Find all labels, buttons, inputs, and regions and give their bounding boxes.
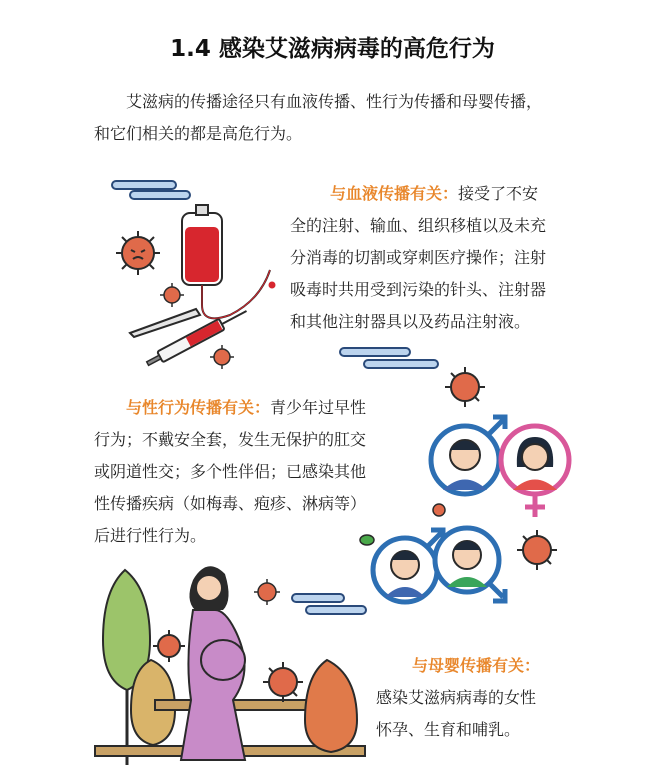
sex-heading: 与性行为传播有关： [126, 398, 271, 417]
blood-text-2: 全的注射、输血、组织移植以及未充 [290, 216, 547, 235]
male-symbol-icon [435, 528, 505, 601]
blood-heading: 与血液传播有关： [330, 184, 459, 203]
sex-text-3: 或阴道性交；多个性伴侣；已感染其他 [94, 462, 367, 481]
virus-icon [116, 231, 160, 275]
blood-text-5: 和其他注射器具以及药品注射液。 [290, 312, 531, 331]
blood-line-1 [290, 178, 595, 210]
pregnant-woman-illustration [95, 550, 365, 775]
intro-line-2: 和它们相关的都是高危行为。 [94, 124, 303, 143]
male-symbol-icon [373, 530, 443, 602]
pregnant-woman [181, 566, 245, 760]
virus-icon [153, 630, 185, 662]
couples-illustration [355, 365, 575, 615]
virus-icon [160, 283, 184, 307]
virus-icon [517, 530, 557, 570]
blood-text-3: 分消毒的切割或穿刺医疗操作；注射 [290, 248, 547, 267]
male-symbol-icon [431, 417, 505, 494]
sex-text-4: 性传播疾病（如梅毒、疱疹、淋病等） [94, 494, 367, 513]
sex-text-5: 后进行性行为。 [94, 526, 207, 545]
virus-icon [433, 504, 445, 516]
blood-text-1: 接受了不安 [458, 184, 539, 203]
sex-text-2: 行为；不戴安全套，发生无保护的肛交 [94, 430, 367, 449]
mother-text-1: 感染艾滋病病毒的女性 [376, 688, 537, 707]
cloud-icon [112, 181, 190, 199]
blood-illustration [100, 175, 300, 375]
mother-section-text [376, 682, 596, 746]
female-symbol-icon [501, 426, 569, 517]
virus-icon [254, 579, 280, 605]
virus-icon [210, 345, 234, 369]
virus-icon [263, 662, 303, 702]
mother-text-2: 怀孕、生育和哺乳。 [376, 720, 521, 739]
blood-text-4: 吸毒时共用受到污染的针头、注射器 [290, 280, 547, 299]
virus-icon [445, 367, 485, 407]
intro-paragraph [94, 86, 594, 150]
blood-section-text [290, 178, 595, 338]
intro-line-1: 艾滋病的传播途径只有血液传播、性行为传播和母婴传播， [126, 92, 543, 111]
mother-heading: 与母婴传播有关： [412, 656, 541, 675]
virus-icon [360, 535, 374, 545]
tree-icon [305, 660, 357, 752]
blood-bag-icon [182, 205, 276, 318]
sex-text-1: 青少年过早性 [270, 398, 367, 417]
page-title: 1.4 感染艾滋病病毒的高危行为 [170, 36, 495, 62]
scalpel-icon [130, 309, 200, 337]
